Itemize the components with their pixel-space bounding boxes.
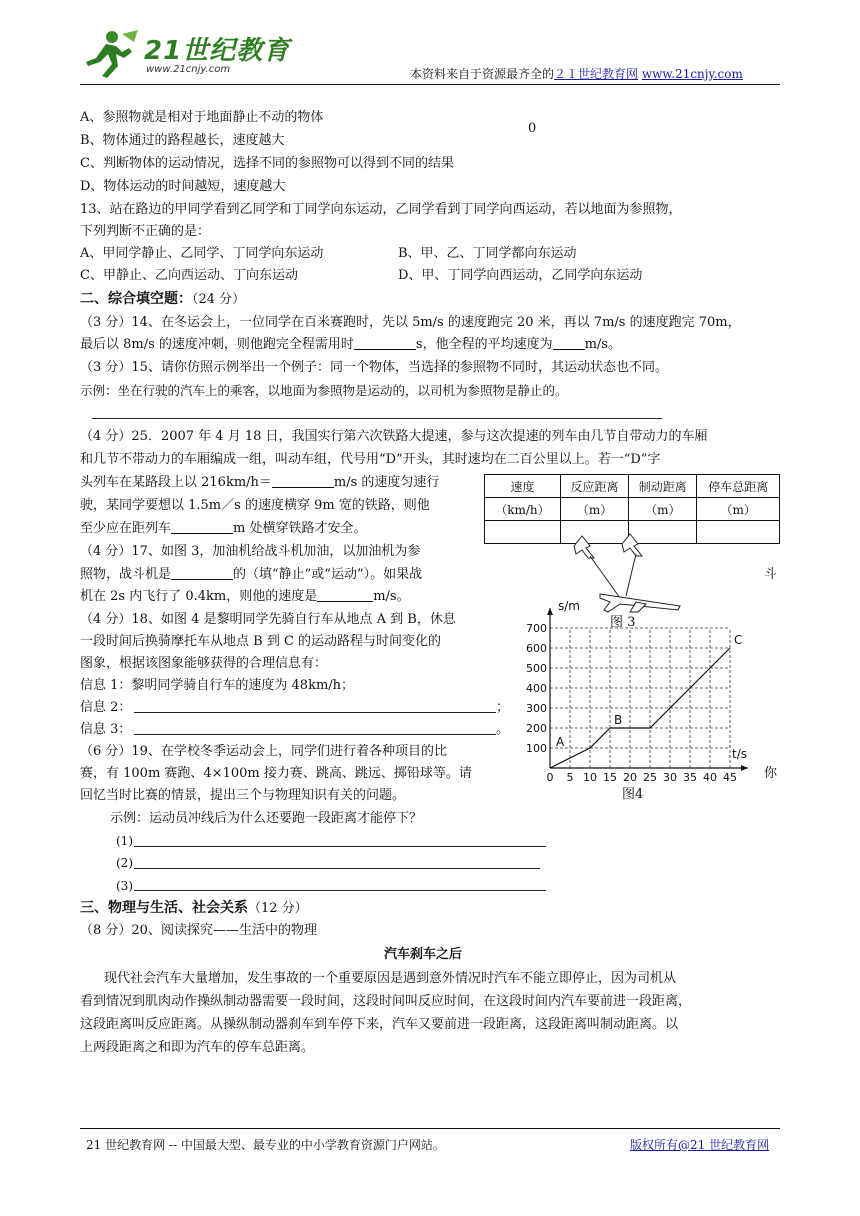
- q12-option-a: A、参照物就是相对于地面静止不动的物体: [80, 110, 324, 125]
- table-unit: （m）: [697, 498, 780, 521]
- x-tick-label: 25: [643, 771, 657, 784]
- figure-4-chart: [516, 600, 760, 806]
- q18-info-2-label: 信息 2：: [80, 700, 132, 715]
- q17-line-3: 机在 2s 内飞行了 0.4km，则他的速度是 m/s。: [80, 589, 410, 604]
- q25-line-3: 头列车在某路段上以 216km/h＝ m/s 的速度匀速行: [80, 475, 440, 490]
- source-url-link[interactable]: www.21cnjy.com: [641, 67, 743, 81]
- q14-time-blank[interactable]: [354, 335, 416, 350]
- x-tick-label: 45: [723, 771, 737, 784]
- table-unit-row: [485, 498, 780, 521]
- q17-state-blank[interactable]: [171, 565, 233, 580]
- q13-option-c: C、甲静止、乙向西运动、丁向东运动: [80, 268, 298, 283]
- x-axis-arrow-icon: [741, 765, 748, 771]
- q13-option-a: A、甲同学静止、乙同学、丁同学向东运动: [80, 246, 324, 261]
- q19-answer-3-line[interactable]: [134, 890, 546, 891]
- source-site-link[interactable]: ２１世纪教育网: [554, 67, 639, 81]
- q18-line-2: 一段时间后换骑摩托车从地点 B 到 C 的运动路程与时间变化的: [80, 634, 442, 649]
- q25-line-2: 和几节不带动力的车厢编成一组，叫动车组，代号用“D”开头，其时速均在二百公里以上。若一“D”字: [80, 452, 661, 467]
- q12-option-d: D、物体运动的时间越短，速度越大: [80, 179, 286, 194]
- q20-para-3: 这段距离叫反应距离。从操纵制动器刹车到车停下来，汽车又要前进一段距离，这段距离叫制动距离。以: [80, 1017, 679, 1032]
- q13-option-b: B、甲、乙、丁同学都向东运动: [398, 246, 577, 261]
- q20-para-2: 看到情况到肌肉动作操纵制动器需要一段时间，这段时间叫反应时间，在这段时间内汽车要前进一段距离，: [80, 994, 692, 1009]
- q18-info-1: 信息 1：黎明同学骑自行车的速度为 48km/h；: [80, 678, 355, 693]
- point-label: C: [734, 633, 743, 647]
- header: [80, 22, 780, 84]
- y-axis-arrow-icon: [547, 608, 553, 615]
- q18-line-1: （4 分）18、如图 4 是黎明同学先骑自行车从地点 A 到 B，休息: [80, 612, 456, 627]
- q19-line-1: （6 分）19、在学校冬季运动会上，同学们进行着各种项目的比: [80, 744, 447, 759]
- q19-answer-1-line[interactable]: [134, 846, 546, 847]
- q14-line-2: 最后以 8m/s 的速度冲刺，则他跑完全程需用时 s，他全程的平均速度为 m/s。: [80, 337, 621, 352]
- q19-line-2-end: 你: [764, 766, 778, 781]
- y-tick-label: 300: [526, 702, 547, 715]
- y-tick-label: 500: [526, 662, 547, 675]
- q19-example: 示例：运动员冲线后为什么还要跑一段距离才能停下？: [110, 811, 423, 826]
- footer-copyright-link[interactable]: 版权所有@21 世纪教育网: [630, 1138, 770, 1152]
- table-header: 制动距离: [629, 475, 697, 498]
- footer-left: 21 世纪教育网 -- 中国最大型、最专业的中小学教育资源门户网站。: [86, 1138, 445, 1152]
- x-tick-label: 30: [663, 771, 677, 784]
- x-tick-label: 35: [683, 771, 697, 784]
- table-unit: （m）: [629, 498, 697, 521]
- q13-stem-2: 下列判断不正确的是：: [80, 224, 211, 239]
- q12-stray-zero: 0: [528, 121, 537, 136]
- footer-rule: [80, 1128, 780, 1129]
- table-header: 停车总距离: [697, 475, 780, 498]
- point-label: A: [556, 735, 565, 749]
- q12-option-b: B、物体通过的路程越长，速度越大: [80, 133, 285, 148]
- q18-info-2-end: ；: [496, 700, 510, 715]
- q20-article-title: 汽车刹车之后: [384, 947, 463, 962]
- y-tick-label: 700: [526, 622, 547, 635]
- x-tick-label: 5: [566, 771, 574, 784]
- q14-speed-blank[interactable]: [553, 335, 585, 350]
- x-tick-label: 40: [703, 771, 717, 784]
- y-tick-label: 400: [526, 682, 547, 695]
- q19-answer-3-num: (3): [116, 879, 133, 893]
- table-header: 速度: [485, 475, 561, 498]
- x-tick-label: 20: [623, 771, 637, 784]
- q19-answer-2-line[interactable]: [134, 868, 540, 869]
- q18-info-2-line[interactable]: [134, 712, 496, 713]
- x-axis-label: t/s: [732, 747, 747, 761]
- y-tick-label: 600: [526, 642, 547, 655]
- table-header-row: [485, 475, 780, 498]
- logo-url: www.21cnjy.com: [146, 64, 231, 75]
- q18-info-3-line[interactable]: [134, 734, 496, 735]
- source-line: 本资料来自于资源最齐全的２１世纪教育网 www.21cnjy.com: [410, 67, 743, 81]
- section-2-heading: 二、综合填空题：（24 分）: [80, 291, 246, 307]
- q19-line-3: 回忆当时比赛的情景，提出三个与物理知识有关的问题。: [80, 788, 406, 803]
- fighter-jet-icon: [574, 534, 642, 558]
- q17-line-2: 照物，战斗机是 的（填“静止”或“运动”）。如果战: [80, 567, 423, 582]
- refuel-hose: [590, 554, 636, 598]
- q14-line-1: （3 分）14、在冬运会上，一位同学在百米赛跑时，先以 5m/s 的速度跑完 20 米，再以 7m/s 的速度跑完 70m，: [80, 315, 741, 330]
- y-tick-label: 200: [526, 722, 547, 735]
- q18-info-3-label: 信息 3：: [80, 722, 132, 737]
- q19-line-2: 赛，有 100m 赛跑、4×100m 接力赛、跳高、跳远、掷铅球等。请: [80, 766, 472, 781]
- figure-3-caption: 图 3: [610, 615, 636, 630]
- q19-answer-1-num: (1): [116, 834, 133, 848]
- q12-option-c: C、判断物体的运动情况，选择不同的参照物可以得到不同的结果: [80, 156, 454, 171]
- y-tick-label: 100: [526, 742, 547, 755]
- q25-line-5: 至少应在距列车 m 处横穿铁路才安全。: [80, 521, 367, 536]
- q25-line-4: 驶，某同学要想以 1.5m／s 的速度横穿 9m 宽的铁路，则他: [80, 498, 430, 513]
- x-tick-label: 10: [583, 771, 597, 784]
- q18-line-3: 图象，根据该图象能够获得的合理信息有：: [80, 656, 328, 671]
- q19-answer-2-num: (2): [116, 856, 133, 870]
- q13-option-d: D、甲、丁同学向西运动，乙同学向东运动: [398, 268, 643, 283]
- point-label: B: [614, 713, 623, 727]
- x-tick-label: 0: [546, 771, 554, 784]
- q25-speed-blank[interactable]: [272, 473, 334, 488]
- q15-line-1: （3 分）15、请你仿照示例举出一个例子：同一个物体，当选择的参照物不同时，其运动状态也不同。: [80, 360, 668, 375]
- q17-speed-blank[interactable]: [317, 587, 373, 602]
- q17-line-1: （4 分）17、如图 3，加油机给战斗机加油，以加油机为参: [80, 544, 421, 559]
- x-tick-label: 15: [603, 771, 617, 784]
- q18-info-3-end: 。: [496, 722, 510, 737]
- table-unit: （km/h）: [485, 498, 561, 521]
- q25-line-1: （4 分）25．2007 年 4 月 18 日，我国实行第六次铁路大提速，参与这次提速的列车由几节自带动力的车厢: [80, 429, 708, 444]
- q20-para-1: 现代社会汽车大量增加，发生事故的一个重要原因是遇到意外情况时汽车不能立即停止，因为司机从: [104, 971, 677, 986]
- q17-line-2-end: 斗: [764, 567, 778, 582]
- figure-4-caption: 图4: [622, 787, 644, 802]
- logo-text: 21世纪教育: [144, 36, 291, 66]
- y-axis-label: s/m: [558, 600, 580, 613]
- logo-runner-icon: [82, 28, 142, 80]
- table-unit: （m）: [560, 498, 628, 521]
- header-rule: [80, 84, 780, 85]
- q15-example: 示例：坐在行驶的汽车上的乘客，以地面为参照物是运动的，以司机为参照物是静止的。: [80, 383, 568, 398]
- section-3-heading: 三、物理与生活、社会关系（12 分）: [80, 900, 308, 916]
- q13-stem-1: 13、站在路边的甲同学看到乙同学和丁同学向东运动，乙同学看到丁同学向西运动，若以地面为参照物，: [80, 202, 682, 217]
- q25-distance-blank[interactable]: [171, 519, 233, 534]
- q20-line-1: （8 分）20、阅读探究——生活中的物理: [80, 923, 317, 938]
- table-header: 反应距离: [560, 475, 628, 498]
- q15-answer-line[interactable]: [92, 418, 662, 419]
- q20-para-4: 上两段距离之和即为汽车的停车总距离。: [80, 1040, 315, 1055]
